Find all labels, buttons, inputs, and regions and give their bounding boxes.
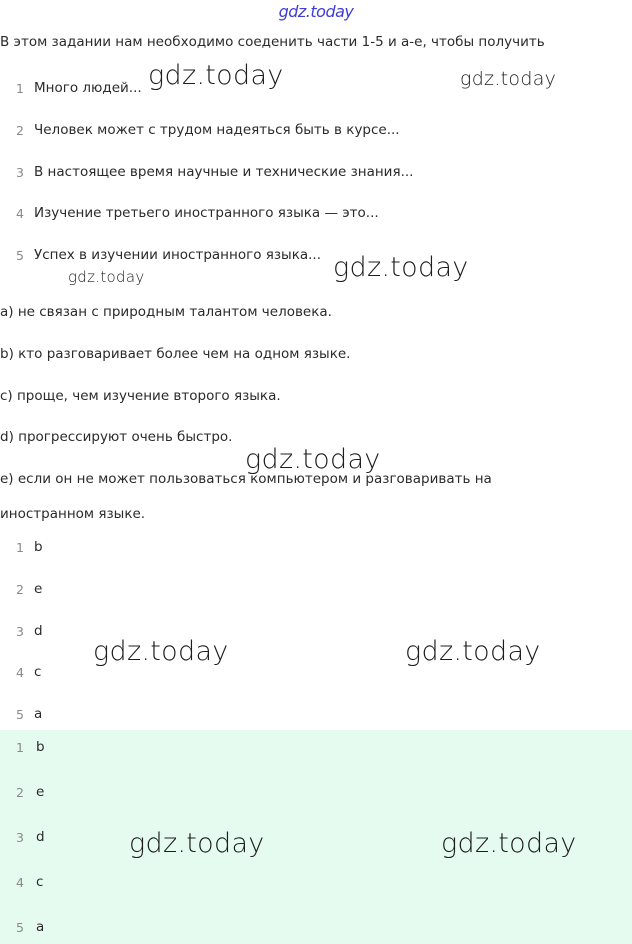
answer-number: 3 bbox=[16, 829, 24, 845]
answer-letter: e bbox=[36, 784, 45, 800]
task-item bbox=[0, 162, 413, 182]
solution-letter: c bbox=[34, 664, 42, 680]
solution-item bbox=[0, 537, 43, 557]
watermark: gdz.today bbox=[441, 828, 577, 859]
ending-a: a) не связан с природным талантом человека. bbox=[0, 304, 332, 320]
answer-number: 1 bbox=[16, 739, 24, 755]
task-item bbox=[0, 203, 379, 223]
answer-letter: c bbox=[36, 874, 44, 890]
watermark: gdz.today bbox=[405, 636, 541, 667]
solution-number: 3 bbox=[16, 623, 24, 639]
item-number: 3 bbox=[16, 164, 24, 180]
answer-letter: a bbox=[36, 919, 45, 935]
solution-number: 1 bbox=[16, 539, 24, 555]
solution-item bbox=[0, 662, 41, 682]
watermark: gdz.today bbox=[460, 68, 557, 90]
item-number: 4 bbox=[16, 205, 24, 221]
watermark: gdz.today bbox=[93, 636, 229, 667]
answer-number: 5 bbox=[16, 919, 24, 935]
solution-letter: d bbox=[34, 623, 43, 639]
solution-letter: a bbox=[34, 706, 43, 722]
solution-item bbox=[0, 579, 42, 599]
item-number: 1 bbox=[16, 80, 24, 96]
answer-item bbox=[0, 917, 44, 937]
task-intro: В этом задании нам необходимо соеденить части 1-5 и a-e, чтобы получить bbox=[0, 34, 545, 50]
solution-number: 4 bbox=[16, 664, 24, 680]
answer-number: 4 bbox=[16, 874, 24, 890]
ending-c: c) проще, чем изучение второго языка. bbox=[0, 388, 281, 404]
watermark: gdz.today bbox=[68, 268, 145, 286]
solution-letter: b bbox=[34, 539, 43, 555]
answer-item bbox=[0, 827, 45, 847]
item-text: Человек может с трудом надеяться быть в курсе... bbox=[34, 122, 400, 138]
answer-letter: d bbox=[36, 829, 45, 845]
item-number: 5 bbox=[16, 247, 24, 263]
solution-item bbox=[0, 704, 42, 724]
item-number: 2 bbox=[16, 122, 24, 138]
watermark: gdz.today bbox=[148, 60, 284, 91]
solution-item bbox=[0, 621, 43, 641]
task-item bbox=[0, 120, 400, 140]
answer-item bbox=[0, 872, 43, 892]
watermark: gdz.today bbox=[129, 828, 265, 859]
solution-number: 5 bbox=[16, 706, 24, 722]
task-item bbox=[0, 245, 321, 265]
answer-item bbox=[0, 782, 44, 802]
ending-e: e) если он не может пользоваться компьютером и разговаривать на bbox=[0, 471, 492, 487]
answer-item bbox=[0, 737, 45, 757]
item-text: Много людей... bbox=[34, 80, 142, 96]
item-text: Изучение третьего иностранного языка — это... bbox=[34, 205, 379, 221]
ending-b: b) кто разговаривает более чем на одном языке. bbox=[0, 346, 351, 362]
site-logo[interactable]: gdz.today bbox=[278, 2, 354, 21]
answer-letter: b bbox=[36, 739, 45, 755]
watermark: gdz.today bbox=[333, 252, 469, 283]
solution-number: 2 bbox=[16, 581, 24, 597]
item-text: В настоящее время научные и технические знания... bbox=[34, 164, 414, 180]
task-item bbox=[0, 78, 142, 98]
item-text: Успех в изучении иностранного языка... bbox=[34, 247, 322, 263]
ending-e-cont: иностранном языке. bbox=[0, 506, 146, 522]
solution-letter: e bbox=[34, 581, 43, 597]
watermark: gdz.today bbox=[245, 444, 381, 475]
answer-number: 2 bbox=[16, 784, 24, 800]
ending-d: d) прогрессируют очень быстро. bbox=[0, 429, 233, 445]
